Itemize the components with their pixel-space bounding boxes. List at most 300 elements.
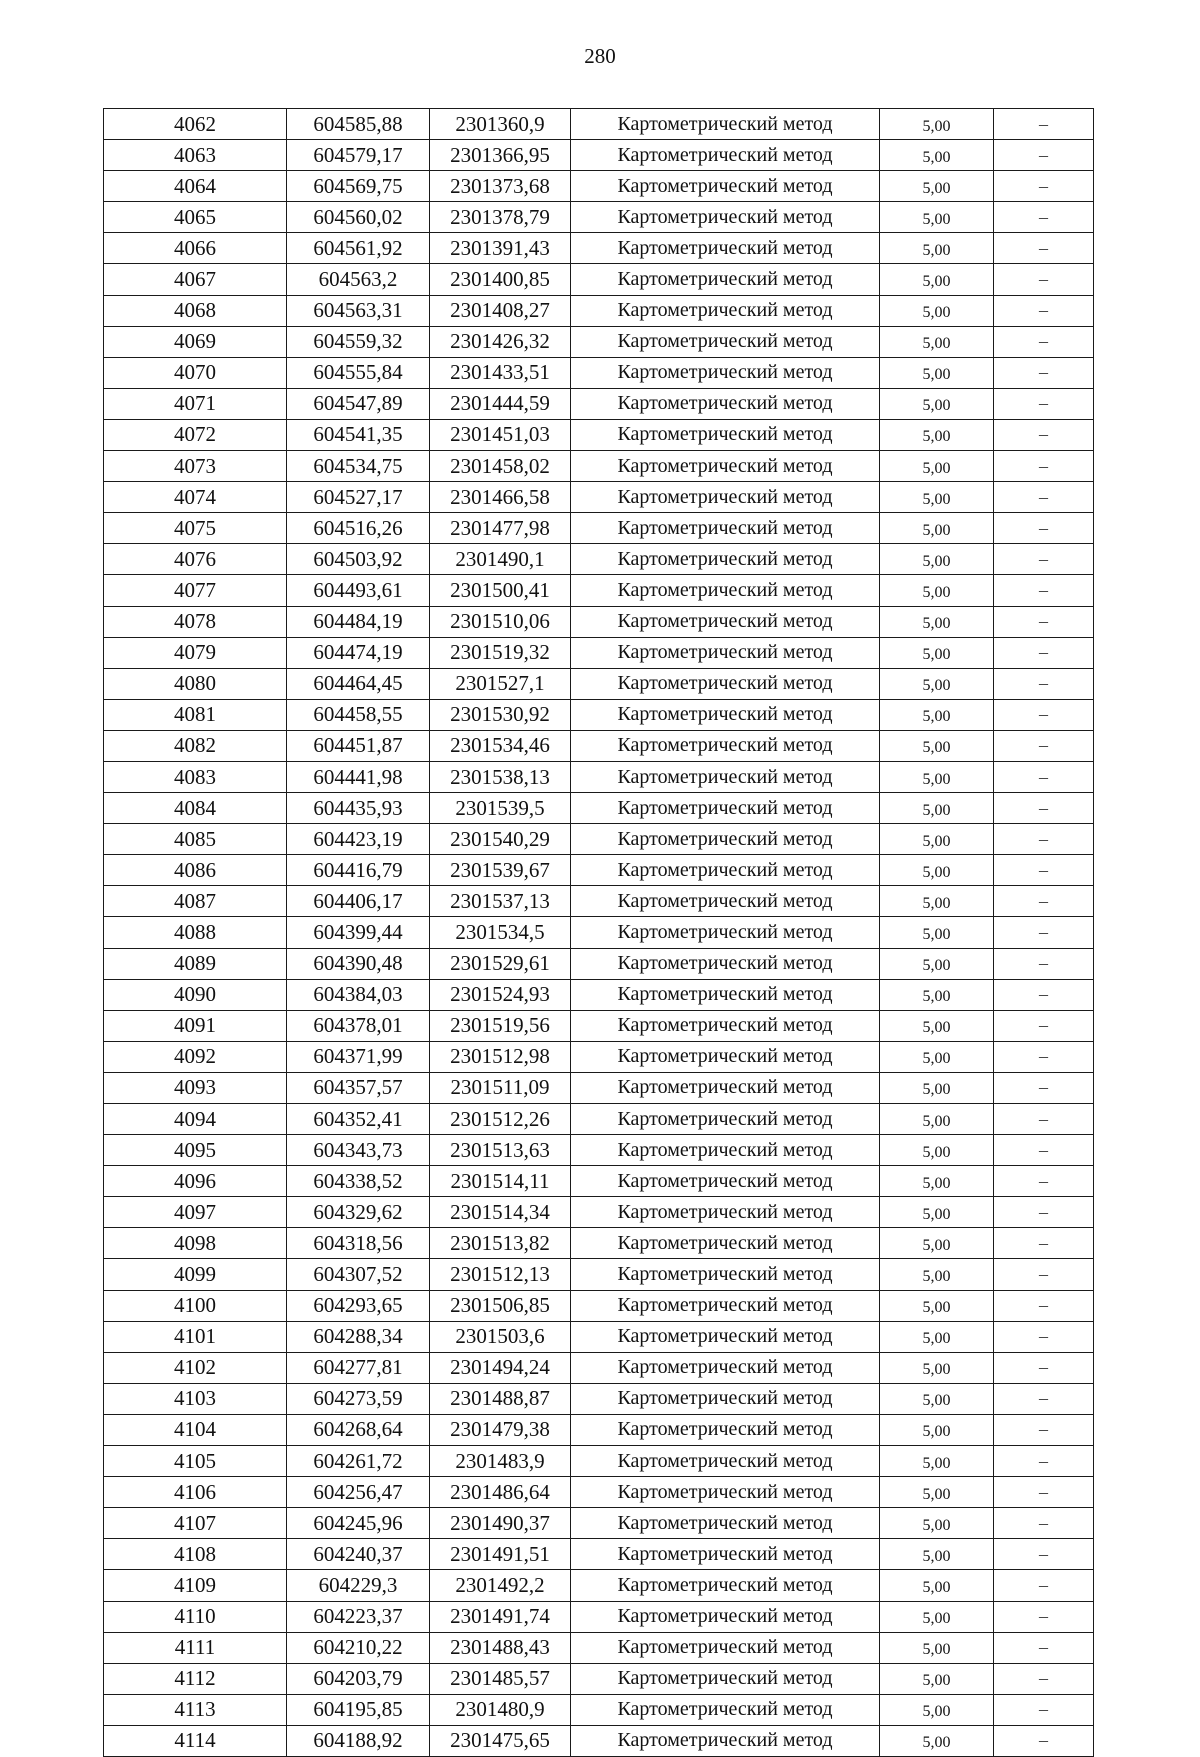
method-cell: Картометрический метод <box>571 1663 880 1694</box>
table-row <box>104 1414 1094 1445</box>
table-row <box>104 264 1094 295</box>
point-number-cell: 4072 <box>104 419 287 450</box>
table-row <box>104 171 1094 202</box>
point-number-cell: 4075 <box>104 513 287 544</box>
x-coordinate-cell: 604503,92 <box>287 544 430 575</box>
table-row <box>104 948 1094 979</box>
table-row <box>104 1725 1094 1756</box>
x-coordinate-cell: 604390,48 <box>287 948 430 979</box>
accuracy-cell: 5,00 <box>880 1197 994 1228</box>
y-coordinate-cell: 2301494,24 <box>430 1352 571 1383</box>
point-number-cell: 4105 <box>104 1446 287 1477</box>
method-cell: Картометрический метод <box>571 1694 880 1725</box>
y-coordinate-cell: 2301408,27 <box>430 295 571 326</box>
point-number-cell: 4081 <box>104 699 287 730</box>
description-cell: – <box>994 357 1094 388</box>
table-row <box>104 1197 1094 1228</box>
method-cell: Картометрический метод <box>571 1290 880 1321</box>
y-coordinate-cell: 2301491,51 <box>430 1539 571 1570</box>
point-number-cell: 4106 <box>104 1477 287 1508</box>
method-cell: Картометрический метод <box>571 388 880 419</box>
description-cell: – <box>994 1290 1094 1321</box>
description-cell: – <box>994 295 1094 326</box>
y-coordinate-cell: 2301537,13 <box>430 886 571 917</box>
y-coordinate-cell: 2301373,68 <box>430 171 571 202</box>
description-cell: – <box>994 1104 1094 1135</box>
table-row <box>104 1694 1094 1725</box>
description-cell: – <box>994 1477 1094 1508</box>
x-coordinate-cell: 604559,32 <box>287 326 430 357</box>
table-row <box>104 295 1094 326</box>
table-row <box>104 109 1094 140</box>
x-coordinate-cell: 604516,26 <box>287 513 430 544</box>
description-cell: – <box>994 1166 1094 1197</box>
accuracy-cell: 5,00 <box>880 606 994 637</box>
description-cell: – <box>994 1383 1094 1414</box>
table-row <box>104 1166 1094 1197</box>
method-cell: Картометрический метод <box>571 140 880 171</box>
y-coordinate-cell: 2301513,82 <box>430 1228 571 1259</box>
accuracy-cell: 5,00 <box>880 1321 994 1352</box>
y-coordinate-cell: 2301539,5 <box>430 793 571 824</box>
x-coordinate-cell: 604474,19 <box>287 637 430 668</box>
point-number-cell: 4099 <box>104 1259 287 1290</box>
table-row <box>104 451 1094 482</box>
accuracy-cell: 5,00 <box>880 1632 994 1663</box>
table-row <box>104 326 1094 357</box>
accuracy-cell: 5,00 <box>880 1010 994 1041</box>
accuracy-cell: 5,00 <box>880 1601 994 1632</box>
point-number-cell: 4114 <box>104 1725 287 1756</box>
method-cell: Картометрический метод <box>571 295 880 326</box>
y-coordinate-cell: 2301475,65 <box>430 1725 571 1756</box>
point-number-cell: 4094 <box>104 1104 287 1135</box>
x-coordinate-cell: 604210,22 <box>287 1632 430 1663</box>
accuracy-cell: 5,00 <box>880 264 994 295</box>
point-number-cell: 4065 <box>104 202 287 233</box>
x-coordinate-cell: 604293,65 <box>287 1290 430 1321</box>
y-coordinate-cell: 2301538,13 <box>430 761 571 792</box>
point-number-cell: 4097 <box>104 1197 287 1228</box>
description-cell: – <box>994 1694 1094 1725</box>
table-row <box>104 1104 1094 1135</box>
point-number-cell: 4082 <box>104 730 287 761</box>
point-number-cell: 4086 <box>104 855 287 886</box>
table-row <box>104 513 1094 544</box>
table-row <box>104 979 1094 1010</box>
point-number-cell: 4085 <box>104 824 287 855</box>
method-cell: Картометрический метод <box>571 699 880 730</box>
y-coordinate-cell: 2301426,32 <box>430 326 571 357</box>
y-coordinate-cell: 2301486,64 <box>430 1477 571 1508</box>
method-cell: Картометрический метод <box>571 1259 880 1290</box>
y-coordinate-cell: 2301360,9 <box>430 109 571 140</box>
accuracy-cell: 5,00 <box>880 1072 994 1103</box>
accuracy-cell: 5,00 <box>880 668 994 699</box>
y-coordinate-cell: 2301534,5 <box>430 917 571 948</box>
table-row <box>104 637 1094 668</box>
method-cell: Картометрический метод <box>571 886 880 917</box>
point-number-cell: 4111 <box>104 1632 287 1663</box>
x-coordinate-cell: 604371,99 <box>287 1041 430 1072</box>
y-coordinate-cell: 2301512,13 <box>430 1259 571 1290</box>
accuracy-cell: 5,00 <box>880 1041 994 1072</box>
description-cell: – <box>994 482 1094 513</box>
point-number-cell: 4107 <box>104 1508 287 1539</box>
point-number-cell: 4101 <box>104 1321 287 1352</box>
accuracy-cell: 5,00 <box>880 451 994 482</box>
accuracy-cell: 5,00 <box>880 326 994 357</box>
table-row <box>104 1259 1094 1290</box>
accuracy-cell: 5,00 <box>880 824 994 855</box>
table-row <box>104 1508 1094 1539</box>
point-number-cell: 4073 <box>104 451 287 482</box>
x-coordinate-cell: 604561,92 <box>287 233 430 264</box>
x-coordinate-cell: 604464,45 <box>287 668 430 699</box>
method-cell: Картометрический метод <box>571 1228 880 1259</box>
y-coordinate-cell: 2301500,41 <box>430 575 571 606</box>
y-coordinate-cell: 2301490,37 <box>430 1508 571 1539</box>
method-cell: Картометрический метод <box>571 1197 880 1228</box>
x-coordinate-cell: 604195,85 <box>287 1694 430 1725</box>
method-cell: Картометрический метод <box>571 326 880 357</box>
accuracy-cell: 5,00 <box>880 1383 994 1414</box>
y-coordinate-cell: 2301458,02 <box>430 451 571 482</box>
y-coordinate-cell: 2301451,03 <box>430 419 571 450</box>
x-coordinate-cell: 604318,56 <box>287 1228 430 1259</box>
page-number: 280 <box>584 44 616 68</box>
x-coordinate-cell: 604273,59 <box>287 1383 430 1414</box>
method-cell: Картометрический метод <box>571 1321 880 1352</box>
description-cell: – <box>994 326 1094 357</box>
y-coordinate-cell: 2301466,58 <box>430 482 571 513</box>
point-number-cell: 4088 <box>104 917 287 948</box>
y-coordinate-cell: 2301479,38 <box>430 1414 571 1445</box>
table-row <box>104 357 1094 388</box>
x-coordinate-cell: 604245,96 <box>287 1508 430 1539</box>
y-coordinate-cell: 2301492,2 <box>430 1570 571 1601</box>
description-cell: – <box>994 388 1094 419</box>
point-number-cell: 4090 <box>104 979 287 1010</box>
x-coordinate-cell: 604277,81 <box>287 1352 430 1383</box>
point-number-cell: 4084 <box>104 793 287 824</box>
point-number-cell: 4102 <box>104 1352 287 1383</box>
method-cell: Картометрический метод <box>571 1477 880 1508</box>
table-row <box>104 1570 1094 1601</box>
x-coordinate-cell: 604223,37 <box>287 1601 430 1632</box>
x-coordinate-cell: 604188,92 <box>287 1725 430 1756</box>
description-cell: – <box>994 979 1094 1010</box>
x-coordinate-cell: 604569,75 <box>287 171 430 202</box>
method-cell: Картометрический метод <box>571 1539 880 1570</box>
description-cell: – <box>994 140 1094 171</box>
description-cell: – <box>994 730 1094 761</box>
description-cell: – <box>994 699 1094 730</box>
table-row <box>104 1228 1094 1259</box>
table-row <box>104 1446 1094 1477</box>
method-cell: Картометрический метод <box>571 668 880 699</box>
method-cell: Картометрический метод <box>571 917 880 948</box>
x-coordinate-cell: 604534,75 <box>287 451 430 482</box>
method-cell: Картометрический метод <box>571 1446 880 1477</box>
description-cell: – <box>994 917 1094 948</box>
x-coordinate-cell: 604338,52 <box>287 1166 430 1197</box>
method-cell: Картометрический метод <box>571 1072 880 1103</box>
table-row <box>104 1010 1094 1041</box>
point-number-cell: 4067 <box>104 264 287 295</box>
point-number-cell: 4089 <box>104 948 287 979</box>
description-cell: – <box>994 171 1094 202</box>
table-row <box>104 1539 1094 1570</box>
table-row <box>104 140 1094 171</box>
x-coordinate-cell: 604416,79 <box>287 855 430 886</box>
x-coordinate-cell: 604288,34 <box>287 1321 430 1352</box>
y-coordinate-cell: 2301524,93 <box>430 979 571 1010</box>
description-cell: – <box>994 1725 1094 1756</box>
accuracy-cell: 5,00 <box>880 886 994 917</box>
point-number-cell: 4104 <box>104 1414 287 1445</box>
x-coordinate-cell: 604399,44 <box>287 917 430 948</box>
method-cell: Картометрический метод <box>571 948 880 979</box>
description-cell: – <box>994 1228 1094 1259</box>
x-coordinate-cell: 604560,02 <box>287 202 430 233</box>
y-coordinate-cell: 2301512,98 <box>430 1041 571 1072</box>
accuracy-cell: 5,00 <box>880 855 994 886</box>
description-cell: – <box>994 1259 1094 1290</box>
point-number-cell: 4074 <box>104 482 287 513</box>
x-coordinate-cell: 604458,55 <box>287 699 430 730</box>
point-number-cell: 4109 <box>104 1570 287 1601</box>
x-coordinate-cell: 604203,79 <box>287 1663 430 1694</box>
description-cell: – <box>994 637 1094 668</box>
y-coordinate-cell: 2301514,11 <box>430 1166 571 1197</box>
y-coordinate-cell: 2301485,57 <box>430 1663 571 1694</box>
description-cell: – <box>994 855 1094 886</box>
x-coordinate-cell: 604541,35 <box>287 419 430 450</box>
accuracy-cell: 5,00 <box>880 544 994 575</box>
table-row <box>104 761 1094 792</box>
table-row <box>104 730 1094 761</box>
description-cell: – <box>994 1570 1094 1601</box>
y-coordinate-cell: 2301519,56 <box>430 1010 571 1041</box>
table-row <box>104 1632 1094 1663</box>
accuracy-cell: 5,00 <box>880 202 994 233</box>
accuracy-cell: 5,00 <box>880 1725 994 1756</box>
point-number-cell: 4095 <box>104 1135 287 1166</box>
y-coordinate-cell: 2301513,63 <box>430 1135 571 1166</box>
description-cell: – <box>994 202 1094 233</box>
description-cell: – <box>994 1446 1094 1477</box>
method-cell: Картометрический метод <box>571 1570 880 1601</box>
description-cell: – <box>994 793 1094 824</box>
x-coordinate-cell: 604343,73 <box>287 1135 430 1166</box>
accuracy-cell: 5,00 <box>880 1259 994 1290</box>
description-cell: – <box>994 1414 1094 1445</box>
method-cell: Картометрический метод <box>571 855 880 886</box>
x-coordinate-cell: 604261,72 <box>287 1446 430 1477</box>
table-row <box>104 793 1094 824</box>
accuracy-cell: 5,00 <box>880 793 994 824</box>
y-coordinate-cell: 2301490,1 <box>430 544 571 575</box>
method-cell: Картометрический метод <box>571 1725 880 1756</box>
table-row <box>104 855 1094 886</box>
table-row <box>104 544 1094 575</box>
table-row <box>104 1477 1094 1508</box>
point-number-cell: 4087 <box>104 886 287 917</box>
method-cell: Картометрический метод <box>571 451 880 482</box>
x-coordinate-cell: 604240,37 <box>287 1539 430 1570</box>
description-cell: – <box>994 1601 1094 1632</box>
point-number-cell: 4066 <box>104 233 287 264</box>
point-number-cell: 4077 <box>104 575 287 606</box>
accuracy-cell: 5,00 <box>880 357 994 388</box>
x-coordinate-cell: 604451,87 <box>287 730 430 761</box>
description-cell: – <box>994 668 1094 699</box>
table-row <box>104 575 1094 606</box>
x-coordinate-cell: 604579,17 <box>287 140 430 171</box>
method-cell: Картометрический метод <box>571 233 880 264</box>
table-row <box>104 606 1094 637</box>
description-cell: – <box>994 1539 1094 1570</box>
accuracy-cell: 5,00 <box>880 295 994 326</box>
y-coordinate-cell: 2301488,87 <box>430 1383 571 1414</box>
x-coordinate-cell: 604493,61 <box>287 575 430 606</box>
table-row <box>104 1290 1094 1321</box>
description-cell: – <box>994 1663 1094 1694</box>
y-coordinate-cell: 2301534,46 <box>430 730 571 761</box>
x-coordinate-cell: 604435,93 <box>287 793 430 824</box>
y-coordinate-cell: 2301540,29 <box>430 824 571 855</box>
method-cell: Картометрический метод <box>571 1352 880 1383</box>
accuracy-cell: 5,00 <box>880 637 994 668</box>
point-number-cell: 4062 <box>104 109 287 140</box>
point-number-cell: 4079 <box>104 637 287 668</box>
point-number-cell: 4069 <box>104 326 287 357</box>
accuracy-cell: 5,00 <box>880 1414 994 1445</box>
description-cell: – <box>994 575 1094 606</box>
x-coordinate-cell: 604256,47 <box>287 1477 430 1508</box>
description-cell: – <box>994 1041 1094 1072</box>
method-cell: Картометрический метод <box>571 1414 880 1445</box>
y-coordinate-cell: 2301527,1 <box>430 668 571 699</box>
method-cell: Картометрический метод <box>571 1166 880 1197</box>
method-cell: Картометрический метод <box>571 824 880 855</box>
y-coordinate-cell: 2301488,43 <box>430 1632 571 1663</box>
point-number-cell: 4113 <box>104 1694 287 1725</box>
description-cell: – <box>994 824 1094 855</box>
table-row <box>104 668 1094 699</box>
point-number-cell: 4112 <box>104 1663 287 1694</box>
y-coordinate-cell: 2301530,92 <box>430 699 571 730</box>
method-cell: Картометрический метод <box>571 637 880 668</box>
y-coordinate-cell: 2301366,95 <box>430 140 571 171</box>
table-row <box>104 1383 1094 1414</box>
x-coordinate-cell: 604547,89 <box>287 388 430 419</box>
accuracy-cell: 5,00 <box>880 699 994 730</box>
x-coordinate-cell: 604585,88 <box>287 109 430 140</box>
table-row <box>104 419 1094 450</box>
method-cell: Картометрический метод <box>571 1632 880 1663</box>
table-row <box>104 1135 1094 1166</box>
point-number-cell: 4068 <box>104 295 287 326</box>
description-cell: – <box>994 1508 1094 1539</box>
accuracy-cell: 5,00 <box>880 1228 994 1259</box>
accuracy-cell: 5,00 <box>880 109 994 140</box>
accuracy-cell: 5,00 <box>880 1166 994 1197</box>
point-number-cell: 4096 <box>104 1166 287 1197</box>
description-cell: – <box>994 761 1094 792</box>
table-row <box>104 1321 1094 1352</box>
y-coordinate-cell: 2301444,59 <box>430 388 571 419</box>
x-coordinate-cell: 604384,03 <box>287 979 430 1010</box>
table-row <box>104 202 1094 233</box>
method-cell: Картометрический метод <box>571 575 880 606</box>
accuracy-cell: 5,00 <box>880 140 994 171</box>
y-coordinate-cell: 2301511,09 <box>430 1072 571 1103</box>
accuracy-cell: 5,00 <box>880 1290 994 1321</box>
y-coordinate-cell: 2301529,61 <box>430 948 571 979</box>
description-cell: – <box>994 948 1094 979</box>
method-cell: Картометрический метод <box>571 544 880 575</box>
accuracy-cell: 5,00 <box>880 1477 994 1508</box>
method-cell: Картометрический метод <box>571 109 880 140</box>
method-cell: Картометрический метод <box>571 419 880 450</box>
point-number-cell: 4063 <box>104 140 287 171</box>
accuracy-cell: 5,00 <box>880 419 994 450</box>
accuracy-cell: 5,00 <box>880 761 994 792</box>
table-row <box>104 886 1094 917</box>
x-coordinate-cell: 604329,62 <box>287 1197 430 1228</box>
x-coordinate-cell: 604563,31 <box>287 295 430 326</box>
y-coordinate-cell: 2301477,98 <box>430 513 571 544</box>
y-coordinate-cell: 2301539,67 <box>430 855 571 886</box>
accuracy-cell: 5,00 <box>880 1570 994 1601</box>
description-cell: – <box>994 513 1094 544</box>
table-row <box>104 1601 1094 1632</box>
description-cell: – <box>994 1010 1094 1041</box>
method-cell: Картометрический метод <box>571 264 880 295</box>
method-cell: Картометрический метод <box>571 513 880 544</box>
method-cell: Картометрический метод <box>571 202 880 233</box>
table-body <box>104 109 1094 1757</box>
x-coordinate-cell: 604307,52 <box>287 1259 430 1290</box>
table-row <box>104 1041 1094 1072</box>
y-coordinate-cell: 2301512,26 <box>430 1104 571 1135</box>
point-number-cell: 4103 <box>104 1383 287 1414</box>
method-cell: Картометрический метод <box>571 606 880 637</box>
description-cell: – <box>994 419 1094 450</box>
method-cell: Картометрический метод <box>571 1383 880 1414</box>
point-number-cell: 4100 <box>104 1290 287 1321</box>
accuracy-cell: 5,00 <box>880 1352 994 1383</box>
description-cell: – <box>994 1321 1094 1352</box>
point-number-cell: 4093 <box>104 1072 287 1103</box>
point-number-cell: 4110 <box>104 1601 287 1632</box>
point-number-cell: 4098 <box>104 1228 287 1259</box>
y-coordinate-cell: 2301506,85 <box>430 1290 571 1321</box>
accuracy-cell: 5,00 <box>880 513 994 544</box>
description-cell: – <box>994 1197 1094 1228</box>
method-cell: Картометрический метод <box>571 979 880 1010</box>
y-coordinate-cell: 2301480,9 <box>430 1694 571 1725</box>
accuracy-cell: 5,00 <box>880 1508 994 1539</box>
x-coordinate-cell: 604268,64 <box>287 1414 430 1445</box>
y-coordinate-cell: 2301433,51 <box>430 357 571 388</box>
accuracy-cell: 5,00 <box>880 948 994 979</box>
y-coordinate-cell: 2301483,9 <box>430 1446 571 1477</box>
table-row <box>104 699 1094 730</box>
description-cell: – <box>994 544 1094 575</box>
